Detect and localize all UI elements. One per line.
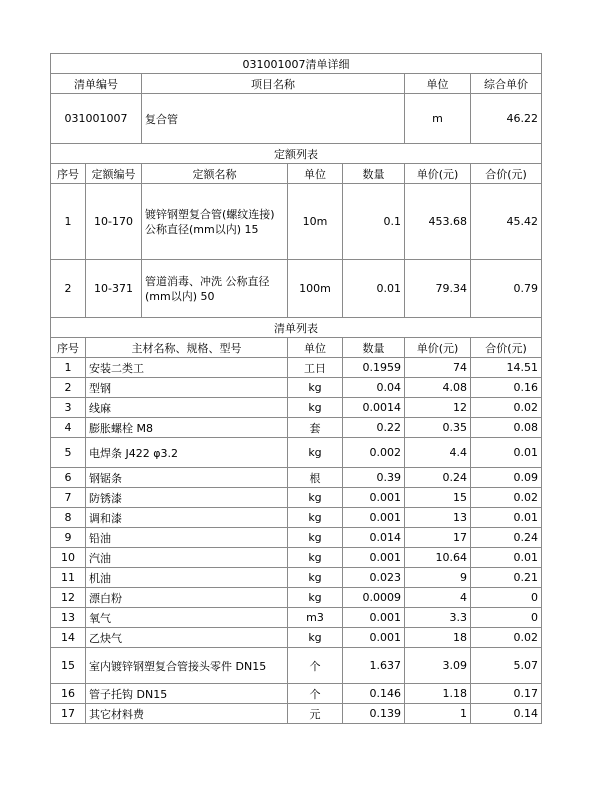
quota-col-total: 合价(元) bbox=[471, 164, 542, 184]
material-row bbox=[51, 548, 542, 568]
material-row-price: 0.24 bbox=[405, 468, 471, 488]
material-row-total: 0.08 bbox=[471, 418, 542, 438]
material-row-no: 14 bbox=[51, 628, 86, 648]
material-row-total: 0.01 bbox=[471, 508, 542, 528]
material-row-total: 0.01 bbox=[471, 438, 542, 468]
quota-row-price: 79.34 bbox=[405, 260, 471, 318]
material-row-name: 乙炔气 bbox=[86, 628, 288, 648]
material-row-total: 0.02 bbox=[471, 398, 542, 418]
material-row-no: 9 bbox=[51, 528, 86, 548]
material-row bbox=[51, 398, 542, 418]
quota-row-name: 管道消毒、冲洗 公称直径(mm以内) 50 bbox=[142, 260, 288, 318]
material-row-qty: 0.22 bbox=[343, 418, 405, 438]
material-row-name: 氧气 bbox=[86, 608, 288, 628]
material-row-total: 0.02 bbox=[471, 628, 542, 648]
material-row-price: 4.08 bbox=[405, 378, 471, 398]
material-row-no: 11 bbox=[51, 568, 86, 588]
material-row-price: 3.3 bbox=[405, 608, 471, 628]
material-row-name: 钢锯条 bbox=[86, 468, 288, 488]
material-row-price: 9 bbox=[405, 568, 471, 588]
material-row bbox=[51, 468, 542, 488]
quota-row-name: 镀锌钢塑复合管(螺纹连接) 公称直径(mm以内) 15 bbox=[142, 184, 288, 260]
material-row-price: 3.09 bbox=[405, 648, 471, 684]
material-row-no: 17 bbox=[51, 704, 86, 724]
material-row-unit: 根 bbox=[288, 468, 343, 488]
material-row bbox=[51, 418, 542, 438]
material-row-name: 其它材料费 bbox=[86, 704, 288, 724]
material-row-qty: 0.146 bbox=[343, 684, 405, 704]
material-row-total: 0.21 bbox=[471, 568, 542, 588]
material-row-name: 型钢 bbox=[86, 378, 288, 398]
quota-col-qty: 数量 bbox=[343, 164, 405, 184]
material-row-no: 2 bbox=[51, 378, 86, 398]
material-row-price: 10.64 bbox=[405, 548, 471, 568]
material-row-qty: 0.001 bbox=[343, 608, 405, 628]
quota-row-code: 10-170 bbox=[86, 184, 142, 260]
material-row-total: 0.14 bbox=[471, 704, 542, 724]
item-unit: m bbox=[405, 94, 471, 144]
material-row-total: 0.02 bbox=[471, 488, 542, 508]
material-row-name: 电焊条 J422 φ3.2 bbox=[86, 438, 288, 468]
material-row-no: 8 bbox=[51, 508, 86, 528]
material-row-qty: 0.001 bbox=[343, 628, 405, 648]
materials-col-qty: 数量 bbox=[343, 338, 405, 358]
material-row-qty: 0.001 bbox=[343, 508, 405, 528]
material-row-unit: 元 bbox=[288, 704, 343, 724]
material-row bbox=[51, 528, 542, 548]
item-code: 031001007 bbox=[51, 94, 142, 144]
material-row-total: 0.01 bbox=[471, 548, 542, 568]
material-row-qty: 0.0009 bbox=[343, 588, 405, 608]
material-row-unit: kg bbox=[288, 588, 343, 608]
material-row-price: 0.35 bbox=[405, 418, 471, 438]
header-code-label: 清单编号 bbox=[51, 74, 142, 94]
material-row-name: 漂白粉 bbox=[86, 588, 288, 608]
item-price: 46.22 bbox=[471, 94, 542, 144]
material-row-no: 6 bbox=[51, 468, 86, 488]
quota-col-price: 单价(元) bbox=[405, 164, 471, 184]
material-row-qty: 0.1959 bbox=[343, 358, 405, 378]
quota-col-name: 定额名称 bbox=[142, 164, 288, 184]
material-row-total: 14.51 bbox=[471, 358, 542, 378]
material-row-no: 4 bbox=[51, 418, 86, 438]
material-row bbox=[51, 378, 542, 398]
materials-table bbox=[50, 317, 542, 724]
quota-row-total: 0.79 bbox=[471, 260, 542, 318]
material-row-unit: kg bbox=[288, 508, 343, 528]
material-row-name: 铅油 bbox=[86, 528, 288, 548]
material-row-name: 膨胀螺栓 M8 bbox=[86, 418, 288, 438]
material-row-name: 调和漆 bbox=[86, 508, 288, 528]
material-row-unit: kg bbox=[288, 488, 343, 508]
page-title: 031001007清单详细 bbox=[51, 54, 542, 74]
material-row bbox=[51, 648, 542, 684]
material-row-unit: kg bbox=[288, 378, 343, 398]
material-row-price: 15 bbox=[405, 488, 471, 508]
header-price-label: 综合单价 bbox=[471, 74, 542, 94]
material-row-unit: kg bbox=[288, 568, 343, 588]
material-row-unit: 个 bbox=[288, 648, 343, 684]
material-row-name: 防锈漆 bbox=[86, 488, 288, 508]
material-row-no: 16 bbox=[51, 684, 86, 704]
materials-col-name: 主材名称、规格、型号 bbox=[86, 338, 288, 358]
material-row-qty: 0.023 bbox=[343, 568, 405, 588]
quota-row bbox=[51, 260, 542, 318]
material-row bbox=[51, 628, 542, 648]
material-row-price: 74 bbox=[405, 358, 471, 378]
material-row bbox=[51, 488, 542, 508]
quota-row-qty: 0.01 bbox=[343, 260, 405, 318]
material-row-price: 4.4 bbox=[405, 438, 471, 468]
material-row-name: 室内镀锌钢塑复合管接头零件 DN15 bbox=[86, 648, 288, 684]
material-row-total: 5.07 bbox=[471, 648, 542, 684]
quota-col-code: 定额编号 bbox=[86, 164, 142, 184]
quota-row-unit: 100m bbox=[288, 260, 343, 318]
quota-row-price: 453.68 bbox=[405, 184, 471, 260]
detail-sheet bbox=[50, 53, 542, 318]
material-row bbox=[51, 508, 542, 528]
material-row-no: 5 bbox=[51, 438, 86, 468]
material-row-qty: 0.39 bbox=[343, 468, 405, 488]
material-row-total: 0 bbox=[471, 608, 542, 628]
material-row bbox=[51, 438, 542, 468]
quota-row-no: 1 bbox=[51, 184, 86, 260]
material-row-total: 0.24 bbox=[471, 528, 542, 548]
material-row-total: 0.16 bbox=[471, 378, 542, 398]
material-row-total: 0 bbox=[471, 588, 542, 608]
material-row-unit: 套 bbox=[288, 418, 343, 438]
item-name: 复合管 bbox=[142, 94, 405, 144]
quota-row-code: 10-371 bbox=[86, 260, 142, 318]
material-row bbox=[51, 608, 542, 628]
material-row-unit: kg bbox=[288, 628, 343, 648]
material-row-price: 17 bbox=[405, 528, 471, 548]
material-row-qty: 0.001 bbox=[343, 488, 405, 508]
material-row-qty: 1.637 bbox=[343, 648, 405, 684]
material-row bbox=[51, 588, 542, 608]
material-row-name: 安装二类工 bbox=[86, 358, 288, 378]
materials-col-unit: 单位 bbox=[288, 338, 343, 358]
material-row bbox=[51, 684, 542, 704]
quota-row-no: 2 bbox=[51, 260, 86, 318]
quota-row-qty: 0.1 bbox=[343, 184, 405, 260]
material-row-no: 3 bbox=[51, 398, 86, 418]
materials-col-price: 单价(元) bbox=[405, 338, 471, 358]
material-row-price: 18 bbox=[405, 628, 471, 648]
materials-section-title: 清单列表 bbox=[51, 318, 542, 338]
material-row-no: 12 bbox=[51, 588, 86, 608]
material-row-name: 线麻 bbox=[86, 398, 288, 418]
material-row-qty: 0.0014 bbox=[343, 398, 405, 418]
header-name-label: 项目名称 bbox=[142, 74, 405, 94]
material-row-price: 4 bbox=[405, 588, 471, 608]
material-row-no: 1 bbox=[51, 358, 86, 378]
material-row-price: 1 bbox=[405, 704, 471, 724]
quota-section-title: 定额列表 bbox=[51, 144, 542, 164]
material-row-qty: 0.001 bbox=[343, 548, 405, 568]
material-row-qty: 0.139 bbox=[343, 704, 405, 724]
material-row-no: 10 bbox=[51, 548, 86, 568]
material-row bbox=[51, 704, 542, 724]
material-row-no: 13 bbox=[51, 608, 86, 628]
material-row-unit: kg bbox=[288, 528, 343, 548]
material-row-qty: 0.002 bbox=[343, 438, 405, 468]
material-row-unit: kg bbox=[288, 398, 343, 418]
header-unit-label: 单位 bbox=[405, 74, 471, 94]
material-row-unit: kg bbox=[288, 548, 343, 568]
quota-row-total: 45.42 bbox=[471, 184, 542, 260]
quota-row bbox=[51, 184, 542, 260]
materials-col-total: 合价(元) bbox=[471, 338, 542, 358]
material-row-unit: m3 bbox=[288, 608, 343, 628]
material-row-name: 机油 bbox=[86, 568, 288, 588]
material-row-no: 15 bbox=[51, 648, 86, 684]
materials-col-no: 序号 bbox=[51, 338, 86, 358]
quota-row-unit: 10m bbox=[288, 184, 343, 260]
material-row-price: 12 bbox=[405, 398, 471, 418]
material-row-price: 13 bbox=[405, 508, 471, 528]
material-row-name: 汽油 bbox=[86, 548, 288, 568]
material-row-name: 管子托钩 DN15 bbox=[86, 684, 288, 704]
material-row-total: 0.09 bbox=[471, 468, 542, 488]
material-row-total: 0.17 bbox=[471, 684, 542, 704]
quota-col-no: 序号 bbox=[51, 164, 86, 184]
material-row-qty: 0.04 bbox=[343, 378, 405, 398]
material-row-unit: 工日 bbox=[288, 358, 343, 378]
material-row-no: 7 bbox=[51, 488, 86, 508]
material-row-unit: 个 bbox=[288, 684, 343, 704]
material-row-unit: kg bbox=[288, 438, 343, 468]
material-row-price: 1.18 bbox=[405, 684, 471, 704]
quota-col-unit: 单位 bbox=[288, 164, 343, 184]
material-row bbox=[51, 568, 542, 588]
material-row-qty: 0.014 bbox=[343, 528, 405, 548]
material-row bbox=[51, 358, 542, 378]
